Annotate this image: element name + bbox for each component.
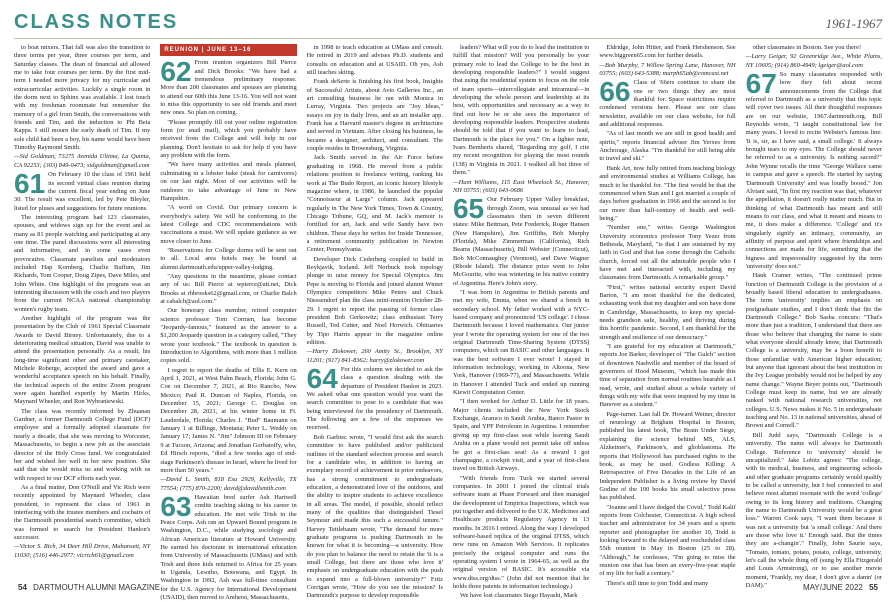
paragraph [453, 475, 589, 592]
class-entry-start [599, 76, 736, 129]
footer-left [14, 583, 160, 592]
paragraph-text: Class of '66ers continue to share the one or two things they are most thankful for. Space restrictions require condensed versions here. Please see our class newsletter, available on our class website, for full and additional responses. [599, 79, 736, 129]
paragraph [599, 224, 735, 282]
paragraph-text: Hank Art, now fully retired from teaching biology and environmental studies at Williams College, has much to be thankful for. "The first would be that the commenced when Stan and I got married a couple of days before graduation in 1966 and the second is for our more than half-century of health and well-being." [599, 164, 736, 222]
paragraph-text: "Please promptly fill out your online registration form (or snail mail), which you probably have received from the College and will help in our planning. Don't hesitate to ask for help if you have any problem with the form. [160, 118, 297, 160]
paragraph-text: Developer Dick Cederberg coupled to build in Reykjavik, Iceland. Jeff Norbuck took topology plunge to raise money for Special Olympics. Jim Pepe is moving to Florida and joined alumni Winter Olympics competitors Mike Peters and Chuck Niessendorf plan the class mini-reunion October 28-29. I regret to report the passing of former class president Bob Gerkowitz; class enthusiast Terry Russell, Ted Cutter, and Noel Horwich. Obituaries by Tipo Harris appear in the magazine online edition. [306, 255, 443, 347]
right-page-number: 55 [869, 582, 878, 592]
correspondent-signature [14, 153, 150, 170]
paragraph [599, 165, 735, 223]
paragraph-text: We have lost classmates Siego Hayashi, Mark [459, 592, 578, 600]
paragraph-text: —Bob Murphy, 7 Willow Spring Lane, Hanover, NH 03755; (603) 643-5388; murph65ab@comcast.net [599, 61, 736, 78]
paragraph-text: —David L. Smith, 818 Esa 2929, Kellyville, TX 77554; (775) 870-2200; david@davidlsmith.com [160, 476, 297, 492]
paragraph-text: From reunion organizers Bill Pierce and Dick Brooks: "We have had a tremendous preliminary response. More than 200 classmates and spouses are planning to attend our 60th this June 13-16. You will not want to miss this opportunity to see old friends and meet new ones. So plan on coming. [160, 59, 297, 117]
paragraph [599, 504, 735, 579]
paragraph-text: "I am grateful for my education at Dartmouth," reports Joe Barker, developer of "The Gulch" section of downtown Nashville and member of the board of governors of Hood Museum, "which has made this time of separation from normal routines bearable as I read, wrote, and studied about a whole variety of things with my wife that were inspired by my time in Hanover as a student." [599, 343, 736, 409]
paragraph-text: —Harry Zlokower, 260 Amity St., Brooklyn, NY 11201; (917) 841-8362; harry@zlokower.com [306, 348, 443, 364]
paragraph-text: Eldridge, John Hitter, and Frank Hershenson. See www.biggreen65.com for further details. [599, 44, 736, 60]
class-year-number: 61 [14, 168, 46, 200]
paragraph [307, 434, 443, 601]
paragraph [14, 408, 150, 483]
column-4 [452, 44, 590, 600]
class-entry-start [14, 168, 151, 213]
paragraph-text: "As of last month we are still in good health and spirits," reports financial adviser Jim Yerxes from Anchorage, Alaska. "I'm thankful for still being able to travel and ski." [599, 130, 736, 163]
paragraph-text: Page-turner. Last fall Dr. Howard Weiner, director of neurology at Brigham Hospital in Boston, published his latest book, The Brain Under Siege, explaining the science behind MS, ALS, Alzheimer's, Parkinson's, and glioblastoma. He reports that Hollywood has purchased rights to the book, as may be used. Godless Killing: A Retrospective of Five Decades in the Life of an Independent Publisher is a living review by David Godine of the 100 books his small selective press has published. [599, 410, 736, 502]
class-year-number: 66 [599, 76, 631, 108]
paragraph-text: There's still time to join Todd and many [606, 579, 709, 587]
paragraph-text: "We have many activities and meals planned, culminating in a lobster bake (steak for carnivores) on our last night. Most of our activities will be outdoors to take advantage of June in New Hampshire. [160, 161, 297, 202]
paragraph-text: "Joanne and I have dodged the Covid," Todd Kalif reports from Colchester, Connecticut. A high school teacher and administrator for 34 years and a sports reporter and photographer for another 10, Todd is looking forward to the delayed and rescheduled class 55th reunion in May in Boston (25 to 28). "Although," he confesses, "I'm going to miss the reunion one that has been an every-five-year staple of my life for half a century." [599, 503, 736, 578]
class-entry-start [745, 68, 882, 271]
paragraph-text: Our honorary class member, retired computer science professor Tom Cormen, has become "Jeopardy-famous," featured as the answer to a $1,200 Jeopardy question in a category called, "They wrote your textbook." The textbook in question is Introduction to Algorithms, with more than 1 million copies sold. [160, 307, 297, 365]
paragraph [307, 44, 443, 77]
paragraph-text: Hawaiian bred surfer Ash Hartwell credits teaching skiing to his career in education. He met wife Trish in the Peace Corps. Ash ran an Upward Bound program in Washington, D.C., while studying sociology and African American literature at Howard University. He earned his doctorate in international education from University of Massachusetts (UMass) and with Trish and three kids returned to Africa for 25 years in Uganda, Lesotho, Botswana, and Egypt. In Washington in 1992, Ash was full-time consultant for the U.S. Agency for International Development (USAID), then moved to Amherst, Massachusetts, [160, 493, 297, 601]
paragraph-text: —Hunt Williams, 115 East Wheelock St., Hanover, NH 03755; (603) 643-0686 [452, 178, 590, 194]
paragraph-text: —Larry Geiger, 92 Greenridge Ave., White Plains, NY 10605; (914) 860-4949; lgeiger@aol.com [745, 53, 882, 69]
paragraph-text: to boat mixers. That fall was also the transition to three terms per year, three courses per term, and Saturday classes. The dean of financial aid allowed me to take four courses per term. By the first mid-term I needed more privacy for my curricular and extracurricular activities. Luckily a single room in the dorm next to Sphinx was available. I lost touch with my freshman roommate but remember the memory of a girl from Smith, the conversations with friends and Tim, and the induction to Phi Beta Kappa. I still mourn the early death of Tim. If my sole child had been a boy, his name would have been Timothy Raymond Smith. [14, 44, 151, 152]
class-year-number: 63 [160, 490, 192, 522]
paragraph [160, 367, 296, 475]
paragraph [307, 256, 443, 348]
correspondent-signature [746, 53, 882, 70]
paragraph-text: As a final matter, Don O'Neill and Vic Rich were recently appointed by Maynard Wheeler, class president, to represent the class of 1961 in interfacing with the trustee members and cochairs of the Dartmouth presidential search committee, which was formed to search for President Hanlon's successor. [14, 483, 151, 541]
page-header [14, 4, 882, 39]
class-year-number: 64 [306, 363, 338, 395]
class-entry-start [306, 363, 443, 433]
paragraph [307, 154, 443, 254]
column-5 [599, 44, 736, 587]
paragraph-text: leaders? What will you do to lead the institution to fulfill that mission? Will you personally be your primary role to lead the College to be the best in developing responsible leaders?" I would suggest that using the residential system to focus on the role of team sports—intercollegiate and intramural—in developing the whole person and leadership at its best, with opportunities and necessary as a way to find out how he or she sees the importance of developing responsible leaders. Prospective students should be told that if you want to learn to lead, Dartmouth is the place for you." On a lighter note, Ivars Bemberis shared, "Regarding my golf, I cite my recent recognition for playing the most rounds (138) in Virginia in 2021. I walked all but three of them." [452, 44, 590, 177]
paragraph [14, 315, 150, 407]
paragraph-text: The class was recently informed by Zhuanan Gardner, a former Dartmouth College Fund (DCF) employee and a formally adopted classmate for nearly a decade, that she was moving to Worcester, Massachusetts, to begin a new job as the associate director of the Holy Cross fund. We congratulated her and wished her well in her new position. She said that she would miss us and working with us with respect to our DCF efforts each year. [14, 407, 151, 482]
paragraph-text: "With friends from Tuck we started several companies. In 2001 I joined the clinical trials software team at Phase Forward and then managed the development of Empirica Inspections, which was put together and delivered to the U.K. Medicines and Healthcare products Regulatory Agency in 13 months. In 2016 I retired. Along the way I developed software-based replica of the original DTSS, which now runs on Amazon Web Services. It replicates precisely the original computer and runs the operating system I wrote in 1964-65, as well as the original version of BASIC. It's accessible via www.dtss.org/dtss." (John did not mention that he holds three patents in information technology.) [452, 474, 590, 590]
reunion-banner: REUNION | JUNE 13–16 [160, 44, 296, 56]
paragraph-text: So many classmates responded with how they felt about recent announcements from the College that referred to Dartmouth as a university that this topic will cover two issues. All their thoughtful responses are on our website, 1967.dartmouth.org. Bill Reynolds wrote, "I taught constitutional law for many years. I loved to recite Webster's famous line: 'It is, sir, as I have said, a small college.' It always brought tears to my eyes. The College should never be referred to as a university. Is nothing sacred?" John Wynne recalls the time "George Wallace came to campus and gave a speech. He started by saying 'Dartmouth University' and was loudly booed." Jon Alviani said, "In first my reaction was that, whatever the appellation, it doesn't really matter much. But in thinking of what Dartmouth has meant and still means to our class, and what it meant and means to me, it does make a difference. 'College' and it's singularly signify an intimacy, community, an affinity of purpose and spirit where friendships and connections are made for life, something that the bigness and impersonality suggested by the term 'university' does not." [745, 71, 882, 270]
paragraph [14, 484, 150, 542]
column-1 [14, 44, 150, 574]
paragraph-text: Bill Judd says, "Dartmouth College is a university. The name will always be Dartmouth College. 'Reference to 'university' should be uncapitalized." Jake Lobitz agrees: "The college, with its medical, business, and engineering schools and other graduate programs certainly would qualify to be called a university, but I feel connected to and believe most alumni resonate with the word 'college' owing to its long history and traditions. Changing the name to Dartmouth University would be a great loss." Warren Cook says, "I want them because it was not a university but 'a small college.' And there are those who love it.' Enough said. But the times they are a-changin'." Finally, John Saurie says, "Tomato, tomato, potato, potato, college, university, let's call the whole thing off (sung by Ella Fitzgerald and Louis Armstrong), or to use another movie moment, 'Frankly, my dear, I don't give a damn' (or DAM)." [745, 431, 882, 589]
paragraph [160, 307, 296, 365]
correspondent-signature [14, 543, 150, 560]
paragraph-text: "Number one," writes George Washington University economics professor Tony Yezer from Bethesda, Maryland, "is that I am sustained by my faith in God and that has come through the Catholic church, forced out all the admirable people who I have met and interacted with, including my classmates from Dartmouth. A remarkable group." [599, 224, 736, 282]
paragraph-text: "A word on Covid. Our primary concern is everybody's safety. We will be conforming to the latest College and CDC recommendations with vaccinations a must. We will update guidance as we move closer to June. [160, 204, 297, 245]
class-entry-start [452, 193, 590, 288]
paragraph-text: Jack Smith served in the Air Force before graduating in 1968. He moved from a public relations position to freelance writing, ranking his work at The Budo Report, an iconic history lifestyle magazine where, in 1986, he launched the popular "Connoisseur at Large" column. Jack appeared regularly in The New York Times, Town & Country, Chicago Tribune, GQ, and M. Jack's memoir is fortified for art, Jack and wife Sandy have two children. These days he writes for Inside Tennessee, a retirement community publication in Newton Center, Pennsylvania. [306, 154, 443, 254]
issue-date: MAY/JUNE 2022 [802, 582, 863, 592]
paragraph [599, 284, 735, 342]
paragraph [14, 214, 150, 314]
paragraph-text: "First," writes national security expert David Barton, "I am most thankful for the dedicated, exhausting work that my daughter and son have done in Cambridge, Massachusetts, to keep my special-needs grandson safe, healthy, and thriving during this horrific pandemic. Second, I am thankful for the strength and resilience of our democracy." [599, 283, 736, 341]
class-year-number: 67 [745, 68, 777, 100]
paragraph-text: "I then worked for Arthur D. Little for 18 years. Major clients included the New York Stock Exchange, Aramco in Saudi Arabia, Banco Pastor in Spain, and YPF Petroleum in Argentina. I remember giving up my first-class seat while leaving Saudi Arabia on a plane would not permit take off unless he got a first-class seat! As a reward I got champagne, a cockpit visit, and a year of first-class travel on British Airways. [452, 398, 590, 473]
correspondent-signature [453, 179, 589, 196]
column-3 [306, 44, 443, 600]
correspondent-signature [599, 62, 735, 79]
paragraph-text: Hank Cramer writes, "The continued prime function of Dartmouth College is the provision of a broadly based liberal education to undergraduates. The term 'university' implies an emphasis on postgraduate studies, and I don't think that fits the Dartmouth College." Bob Sasha concurs: "That's more than just a tradition, I understand that there are those who believe that changing the name to state what everyone should already know, that Dartmouth College is a university, may be a boon benefit to those unfamiliar with American higher education; but anyone that ignorant about the best institution in the Ivy League probably would not be helped by any name change." Wayne Beyer points out, "Dartmouth College must keep its name, but we are already ranked with national research universities, not colleges. U.S. News makes it No. 5 in undergraduate teaching and No. 13 in national universities, ahead of Brown and Cornell." [745, 272, 882, 430]
paragraph [453, 398, 589, 473]
paragraph-text: Another highlight of the program was the presentation by the Club of 1961 Special Classmate Awards to David Birney. Unfortunately, due to a deteriorating medical situation, David was unable to attend the presentation personally. As a result, his long-time significant other and primary caretaker, Michele Roberge, accepted the award and gave a wonderful acceptance speech on his behalf. Finally, the technical aspects of the entire Zoom program were again handled expertly by Martin Hicks, Maynard Wheeler, and Ron Wybraniewski. [14, 315, 151, 406]
left-page-number: 54 [18, 582, 27, 592]
page-footer [14, 580, 882, 594]
paragraph [599, 343, 735, 410]
paragraph [160, 161, 296, 203]
paragraph-text: I regret to report the deaths of Ellis E. Kern on April 1, 2021, at West Palm Beach, Florida; John G. Coe on December 7, 2021, at Rio Rancho, New Mexico; Paul R. Duncan of Naples, Florida, on December 15, 2021; George C. Douglas on December 28, 2021, at his winter home in Ft. Lauderdale, Florida; Charles J. "Bud" Baumann on January 1 at Billings, Montana; Peter L. Weddy on January 17; James N. "Jim" Johnson III on February 9 at Tucson, Arizona; and Jonathan Gorbatoffy, who, Ed Hirsch reports, "died a few weeks ago of end-stage Parkinson's disease in Israel, where he lived for more than 50 years." [160, 366, 297, 474]
column-2 [160, 44, 297, 601]
paragraph [160, 119, 296, 161]
paragraph [599, 44, 735, 61]
paragraph-text: other classmates in Boston. See you there! [752, 44, 862, 51]
paragraph-text: "Any questions in the meantime, please contact any of us: Bill Pierce at wpierce@att.net, Dick Brooks at rhbrooks62@gmail.com, or Charlie Balch at cabalch@aol.com." [160, 272, 297, 305]
paragraph [746, 432, 882, 591]
class-year-number: 62 [160, 56, 192, 88]
paragraph-text: "Reservations for College dorms will be sent out to all. Local area hotels may be found at alumni.dartmouth.edu/upper-valley-lodging. [160, 246, 297, 271]
paragraph [160, 204, 296, 246]
class-entry-start [160, 56, 297, 117]
paragraph [160, 247, 296, 272]
section-title: CLASS NOTES [14, 11, 179, 33]
paragraph-text: —Sid Goldman, 73275 Avenida Ultima, La Quinta, CA 92253; (303) 849-0473; sidgoldman@gmail.com [14, 153, 151, 169]
paragraph [453, 289, 589, 397]
class-year-number: 65 [452, 193, 485, 225]
paragraph-text: For this column we decided to ask the class a question dealing with the departure of President Hanlon in 2023. We asked what one question would you want the search committee to pose to a candidate that was being interviewed for the presidency of Dartmouth. The following are a few of the responses we received. [306, 366, 443, 432]
footer-right [803, 583, 882, 592]
paragraph-text: —Victor S. Rich, 34 Deer Hill Drive, Mahansett, NY 11030; (516) 446-2977; vicrich61@gmail.com [14, 543, 151, 559]
paragraph [14, 44, 150, 152]
paragraph-text: Bob Garbiec wrote, "I would first ask the search committee to have published and/or publicized outlines of the standard selection process and search for a candidate who, in addition to having an exemplary record of achievement in prior endeavors, has a strong commitment to undergraduate education, a demonstrated love of the outdoors, and the ability to inspire students to achieve excellence in all areas. The model, if possible, should reflect many of the qualities that distinguished Tiesel Seymour and made this such a successful tenure." Harvey Tettlebaum wrote, "The demand for more graduate programs is pushing Dartmouth to be known for what it is becoming—a university. How do you plan to balance the need to retain the 'it is a small College, but there are those who love it' emphasis on undergraduate education with the push to expand into a full-blown university?" Fritz Corrigan wrote, "How do you see the mission? Is Dartmouth's purpose to develop responsible [306, 433, 443, 600]
paragraph [307, 78, 443, 153]
magazine-name: DARTMOUTH ALUMNI MAGAZINE [33, 582, 161, 592]
correspondent-signature [307, 348, 443, 365]
paragraph-text: in 1998 to teach education at UMass and consult. He retired in 2019 and advises Ph.D. students and consults on education and at USAID. Oh yes, Ash still teaches skiing. [306, 44, 443, 77]
paragraph-text: On February 10 the class of 1961 held its second virtual class reunion during the current fiscal year ending on June 30. The result was excellent, led by Pete Bleyler, listed for pluses and suggestions for future reunions. [14, 171, 151, 212]
class-years: 1961-1967 [825, 16, 882, 31]
paragraph [746, 272, 882, 431]
paragraph [453, 44, 589, 178]
paragraph-text: The interesting program had 123 classmates, spouses, and widows sign up for the event and as many as 81 people watching and participating at any one time. The panel discussions were all interesting and informative, and in some cases even provocative. Classmate panelists and moderators included Hap Kornberg, Charlie Buffum, Jim Richards, Tom Cooper, Doug Zipes, Dave Miles, and John White. One highlight of the program was an interesting discussion with the coach and two players from the current NCAA national championship women's rugby team. [14, 213, 151, 313]
paragraph-text: Our February Upper Valley breakfast, through Zoom, was unusual as we had classmates then in seven different states: Mike Bettman, Pete Frederick, Roger Hansen (New Hampshire), Jim Griffiths, Bob Murphy (Florida), Mike Zimmerman (California), Rich Beams (Massachusetts), Bill Webster (Connecticut), Bob McConnaughey (Vermont), and Dave Wagner (Rhode Island). The distance prize went to John McGourtie, who was wintering in his native country of Argentina. Here's John's story. [452, 196, 590, 287]
correspondent-signature [160, 476, 296, 493]
paragraph-text: Frank deSerte is finishing his first book, Insights of Successful Artists, about Avio Galleries Inc., an art consulting business he ran with Monica in Lurray, Virginia. Two projects are "Joy Ideas," essays on joy in daily lives, and an art installer app. Frank has a Harvard master's degree in architecture and served in Vietnam. After closing his business, he became a designer, architect, and consultant. The couple resides in Brownsburg, Virginia. [306, 78, 443, 153]
paragraph [746, 44, 882, 52]
paragraph [599, 411, 735, 503]
paragraph [599, 130, 735, 163]
paragraph-text: "I was born in Argentina to British parents and met my wife, Emma, when we shared a bench in secondary school. My father worked with a NYC-based company and pronounced 'US college'. I chose Dartmouth because I loved mathematics. Our junior year I wrote the operating system for one of the two original Dartmouth Time-Sharing System (DTSS) computers, which ran BASIC and other languages. It was the best software I ever wrote! I stayed in information technology, working in Altoona, New York, Hanover (1969-77), and Massachusetts. While in Hanover I attended Tuck and ended up running Kiewit Computation Center. [452, 288, 590, 397]
paragraph [160, 273, 296, 306]
